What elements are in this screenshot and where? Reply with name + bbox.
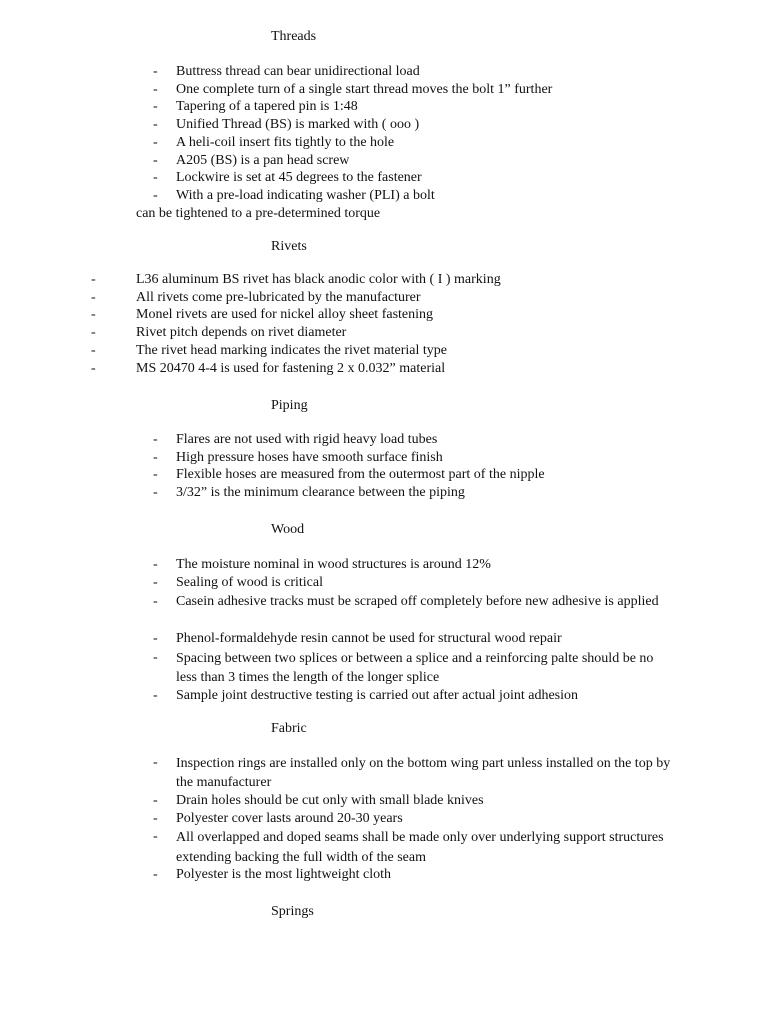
bullet-dash: - xyxy=(153,793,158,808)
list-item: All rivets come pre-lubricated by the manufacturer xyxy=(136,289,421,305)
list-item: Lockwire is set at 45 degrees to the fastener xyxy=(176,170,422,186)
list-item: Flexible hoses are measured from the outermost part of the nipple xyxy=(176,467,545,483)
bullet-dash: - xyxy=(153,64,158,79)
bullet-dash: - xyxy=(153,594,158,609)
list-item: A205 (BS) is a pan head screw xyxy=(176,152,350,168)
list-item: Spacing between two splices or between a splice and a reinforcing palte should be no less than 3 times the length of the longer splice xyxy=(176,651,654,685)
bullet-dash: - xyxy=(153,574,158,590)
list-item: All overlapped and doped seams shall be made only over underlying support structures extending backing the full width of the seam xyxy=(176,830,664,865)
bullet-dash: - xyxy=(153,867,158,882)
list-item: Polyester is the most lightweight cloth xyxy=(176,867,392,882)
bullet-dash: - xyxy=(153,170,158,186)
list-item: A heli-coil insert fits tightly to the hole xyxy=(176,134,395,150)
bullet-dash: - xyxy=(153,467,158,483)
list-item-continuation: can be tightened to a pre-determined torque xyxy=(136,205,381,221)
bullet-dash: - xyxy=(153,117,158,133)
section-heading-fabric: Fabric xyxy=(271,721,307,736)
bullet-dash: - xyxy=(153,152,158,168)
bullet-dash: - xyxy=(153,99,158,115)
section-heading-threads: Threads xyxy=(271,29,317,44)
list-item: The rivet head marking indicates the rivet material type xyxy=(136,342,447,358)
bullet-dash: - xyxy=(153,432,158,447)
section-heading-wood: Wood xyxy=(271,522,305,537)
bullet-dash: - xyxy=(91,360,96,376)
bullet-dash: - xyxy=(91,272,96,287)
list-item: One complete turn of a single start thread moves the bolt 1” further xyxy=(176,81,553,97)
section-heading-springs: Springs xyxy=(271,904,314,919)
bullet-dash: - xyxy=(91,342,96,358)
list-item: With a pre-load indicating washer (PLI) a bolt xyxy=(176,187,435,203)
list-item: Rivet pitch depends on rivet diameter xyxy=(136,325,347,341)
bullet-dash: - xyxy=(153,650,158,665)
bullet-dash: - xyxy=(153,449,158,465)
list-item: Flares are not used with rigid heavy load tubes xyxy=(176,432,438,447)
list-item: MS 20470 4-4 is used for fastening 2 x 0.032” material xyxy=(136,360,446,376)
list-item: Sample joint destructive testing is carried out after actual joint adhesion xyxy=(176,688,578,703)
list-item: Inspection rings are installed only on the bottom wing part unless installed on the top by the manufacturer xyxy=(176,756,671,790)
bullet-dash: - xyxy=(91,289,96,305)
bullet-dash: - xyxy=(153,688,158,703)
list-item: L36 aluminum BS rivet has black anodic color with ( I ) marking xyxy=(136,272,501,287)
bullet-dash: - xyxy=(153,485,158,501)
bullet-dash: - xyxy=(91,325,96,341)
bullet-dash: - xyxy=(153,755,158,770)
bullet-dash: - xyxy=(153,811,158,826)
section-heading-piping: Piping xyxy=(271,398,308,413)
list-item: Casein adhesive tracks must be scraped off completely before new adhesive is applied xyxy=(176,594,659,609)
list-item: Drain holes should be cut only with small blade knives xyxy=(176,793,484,808)
section-heading-rivets: Rivets xyxy=(271,239,307,254)
bullet-dash: - xyxy=(153,557,158,572)
bullet-dash: - xyxy=(91,307,96,323)
list-item: Sealing of wood is critical xyxy=(176,574,323,590)
list-item: Unified Thread (BS) is marked with ( ooo ) xyxy=(176,117,420,133)
list-item: 3/32” is the minimum clearance between the piping xyxy=(176,485,465,501)
bullet-dash: - xyxy=(153,187,158,203)
bullet-dash: - xyxy=(153,631,158,646)
bullet-dash: - xyxy=(153,829,158,844)
list-item: High pressure hoses have smooth surface finish xyxy=(176,449,443,465)
list-item: Polyester cover lasts around 20-30 years xyxy=(176,811,403,826)
list-item: The moisture nominal in wood structures is around 12% xyxy=(176,557,491,572)
bullet-dash: - xyxy=(153,81,158,97)
list-item: Phenol-formaldehyde resin cannot be used for structural wood repair xyxy=(176,631,562,646)
bullet-dash: - xyxy=(153,134,158,150)
list-item: Monel rivets are used for nickel alloy sheet fastening xyxy=(136,307,434,323)
list-item: Tapering of a tapered pin is 1:48 xyxy=(176,99,358,115)
list-item: Buttress thread can bear unidirectional load xyxy=(176,64,420,79)
